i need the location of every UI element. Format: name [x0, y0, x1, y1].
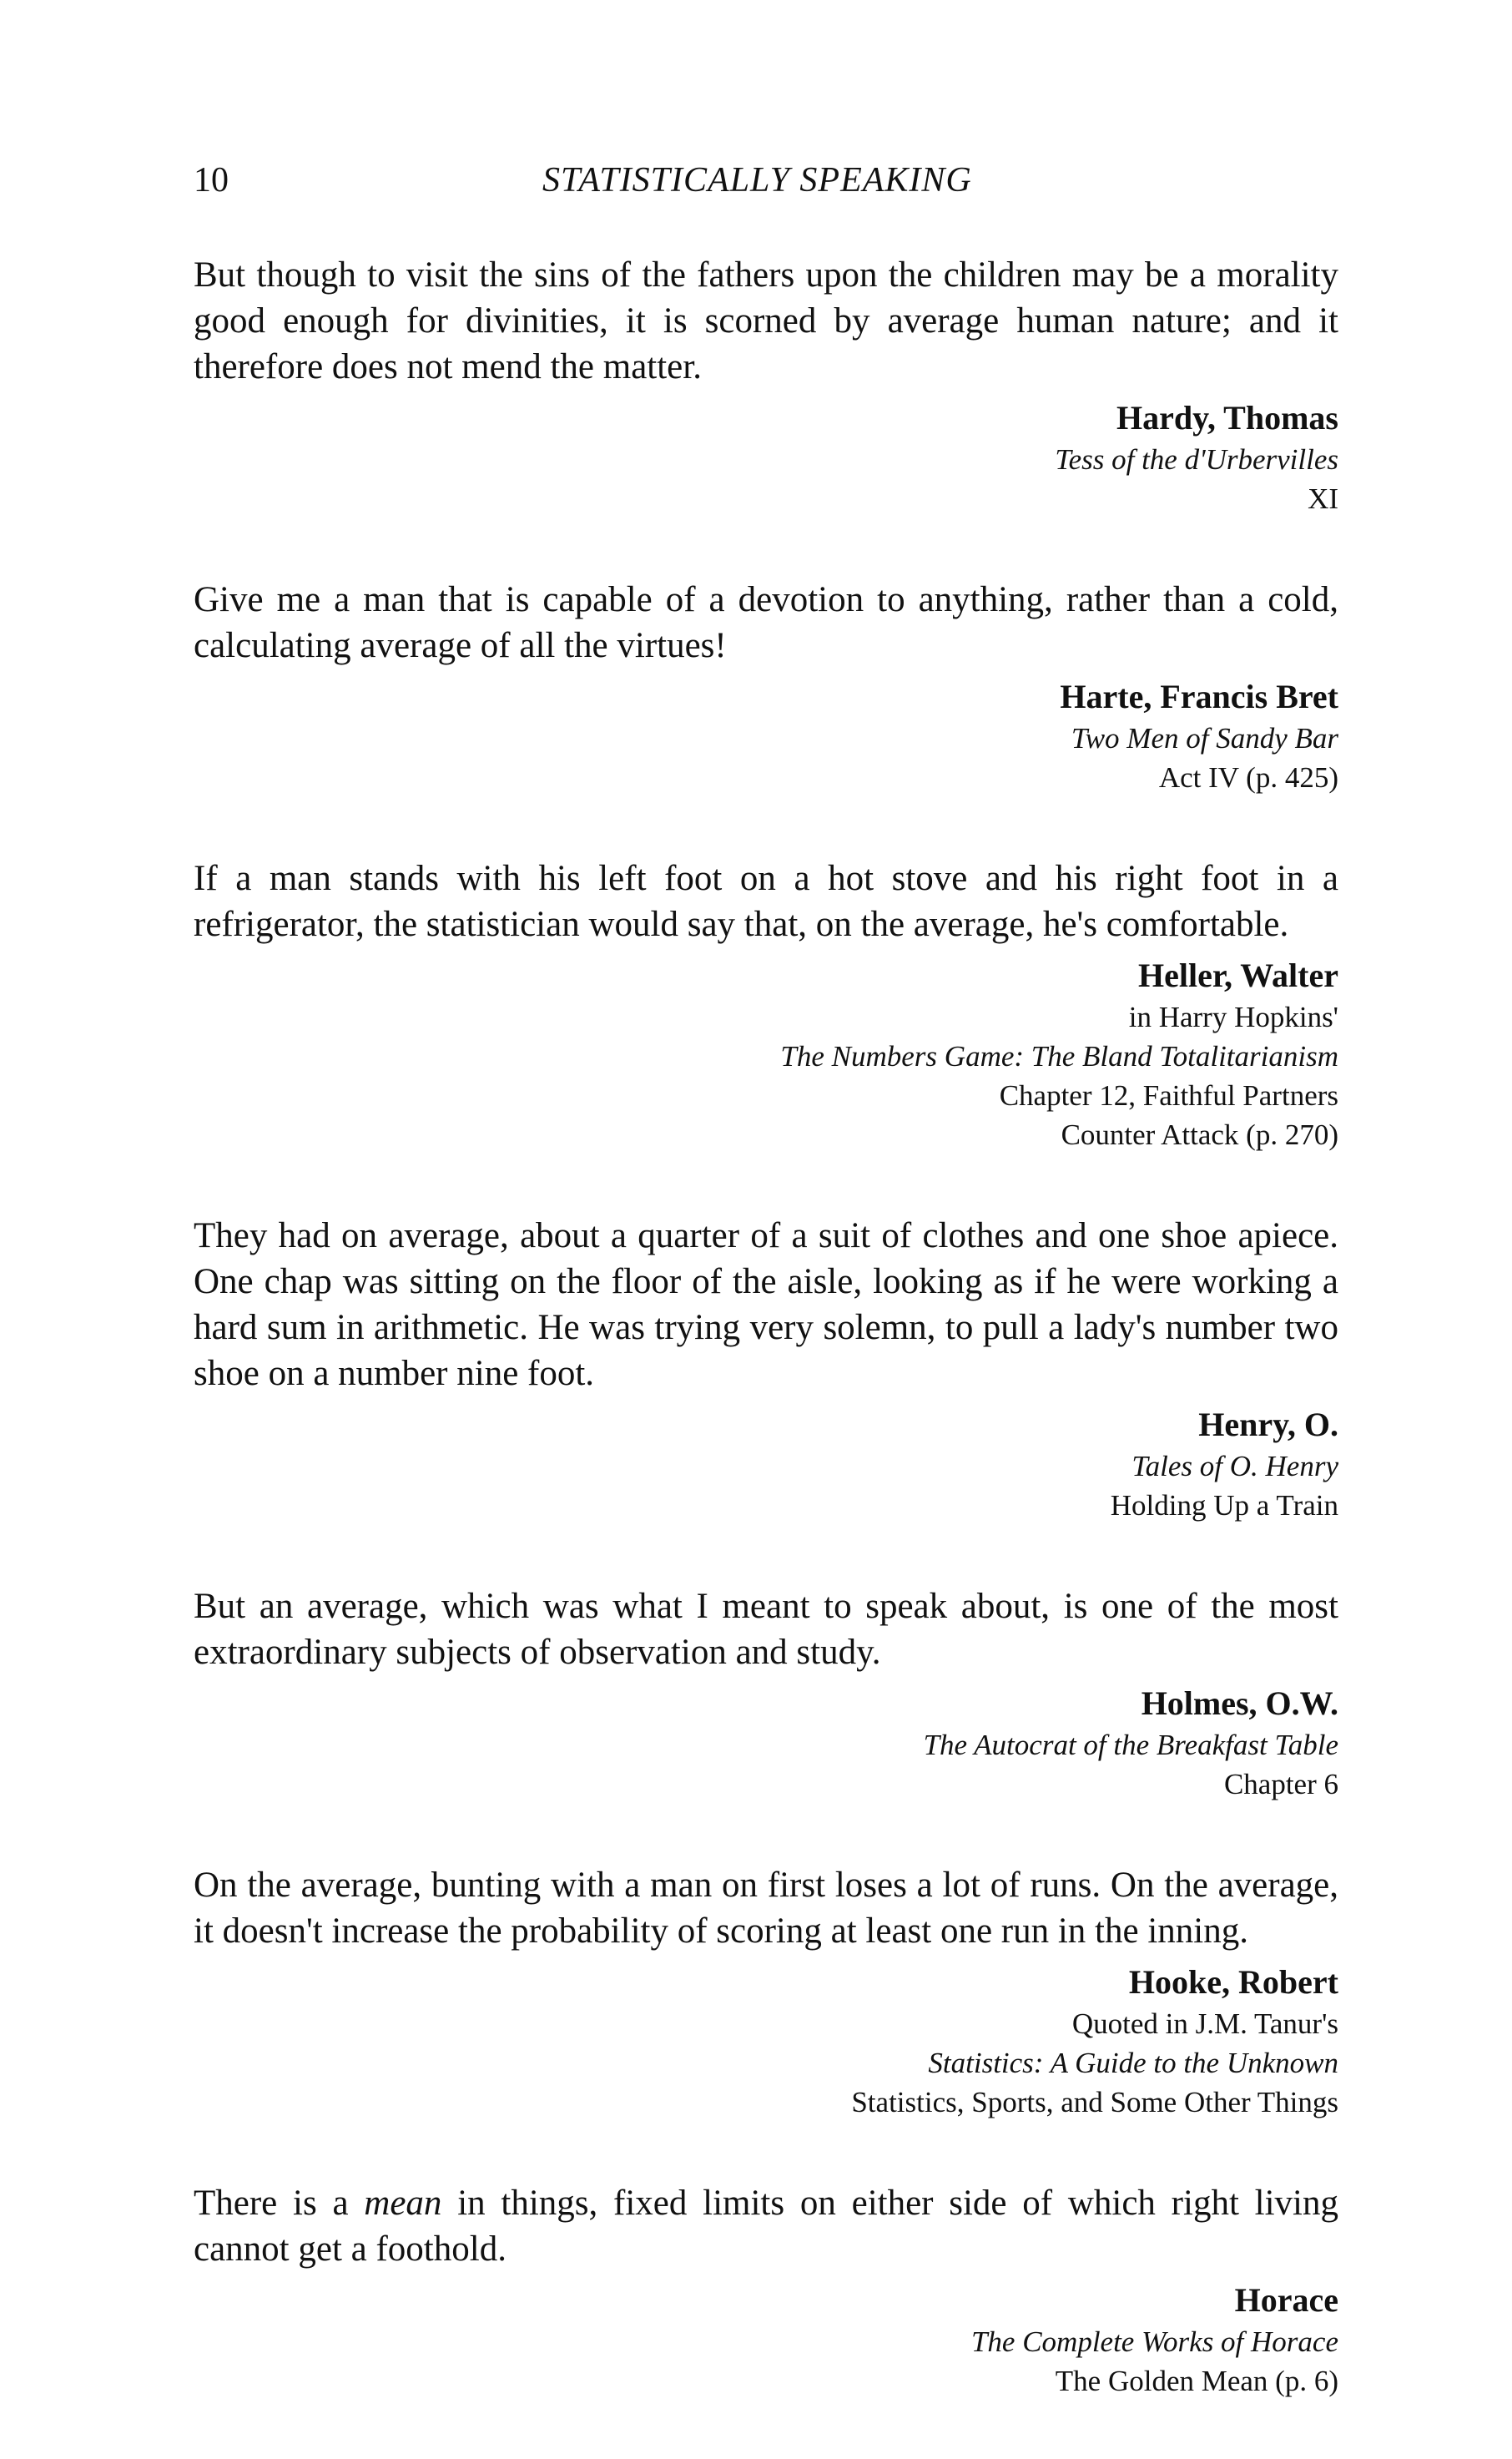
attribution [194, 954, 1338, 1154]
author-name: Henry, O. [1198, 1406, 1338, 1443]
quotation-text: They had on average, about a quarter of a suit of clothes and one shoe apiece. One chap was sitting on the floor of the aisle, looking as if he were working a hard sum in arithmetic. He was trying very solemn, to pull a lady's number two shoe on a number nine foot. [194, 1216, 1338, 1393]
attribution [194, 396, 1338, 518]
quotation-text: On the average, bunting with a man on first loses a lot of runs. On the average, it doesn't increase the probability of scoring at least one run in the inning. [194, 1866, 1338, 1951]
attribution [194, 1403, 1338, 1525]
quotation-text: But an average, which was what I meant to speak about, is one of the most extraordinary subjects of observation and study. [194, 1587, 1338, 1672]
quotation-entry [194, 856, 1338, 1154]
author-name: Horace [1234, 2281, 1338, 2319]
page-number: 10 [194, 161, 229, 199]
source-detail: Chapter 6 [1223, 1768, 1338, 1800]
source-detail: Quoted in J.M. Tanur's [1071, 2007, 1338, 2040]
attribution [194, 675, 1338, 797]
quotation-text: But though to visit the sins of the fathers upon the children may be a morality good enough for divinities, it is scorned by average human nature; and it therefore does not mend the matter. [194, 255, 1338, 386]
source-title: Tales of O. Henry [1131, 1450, 1338, 1482]
source-detail: Statistics, Sports, and Some Other Things [851, 2086, 1338, 2118]
author-name: Heller, Walter [1138, 957, 1338, 994]
quotation-list [194, 252, 1338, 2401]
source-title: Tess of the d'Urbervilles [1055, 443, 1338, 476]
quotation-text: If a man stands with his left foot on a hot stove and his right foot in a refrigerator, the statistician would say that, on the average, he's comfortable. [194, 859, 1338, 944]
author-name: Holmes, O.W. [1141, 1684, 1338, 1722]
source-title: Two Men of Sandy Bar [1071, 722, 1338, 755]
source-detail: in Harry Hopkins' [1128, 1001, 1338, 1033]
author-name: Harte, Francis Bret [1060, 678, 1338, 715]
emphasized-word: mean [364, 2184, 442, 2223]
source-title: The Numbers Game: The Bland Totalitarianism [780, 1040, 1338, 1073]
attribution [194, 2279, 1338, 2401]
quotation-text-part: in things, fixed limits on either side of which right living cannot get a foothold. [194, 2184, 1338, 2269]
attribution [194, 1961, 1338, 2122]
quotation-entry [194, 1583, 1338, 1804]
attribution [194, 1682, 1338, 1804]
source-detail: The Golden Mean (p. 6) [1055, 2365, 1338, 2397]
quotation-text-part: There is a [194, 2184, 365, 2223]
quotation-entry [194, 252, 1338, 518]
quotation-text [194, 2180, 1338, 2272]
source-detail: Chapter 12, Faithful Partners [999, 1079, 1338, 1112]
author-name: Hardy, Thomas [1116, 399, 1338, 437]
source-title: Statistics: A Guide to the Unknown [928, 2047, 1338, 2079]
author-name: Hooke, Robert [1128, 1963, 1338, 2001]
source-detail: Act IV (p. 425) [1158, 761, 1338, 794]
quotation-text: Give me a man that is capable of a devotion to anything, rather than a cold, calculating average of all the virtues! [194, 580, 1338, 665]
quotation-entry [194, 577, 1338, 797]
quotation-entry [194, 1862, 1338, 2122]
page-header [194, 155, 1338, 205]
source-title: The Autocrat of the Breakfast Table [923, 1729, 1338, 1761]
source-title: The Complete Works of Horace [970, 2325, 1338, 2358]
book-page [194, 155, 1338, 2459]
quotation-entry [194, 2180, 1338, 2401]
source-detail: Counter Attack (p. 270) [1061, 1118, 1338, 1151]
source-detail: XI [1308, 482, 1338, 515]
quotation-entry [194, 1213, 1338, 1525]
running-title: STATISTICALLY SPEAKING [542, 161, 972, 199]
source-detail: Holding Up a Train [1110, 1489, 1338, 1522]
